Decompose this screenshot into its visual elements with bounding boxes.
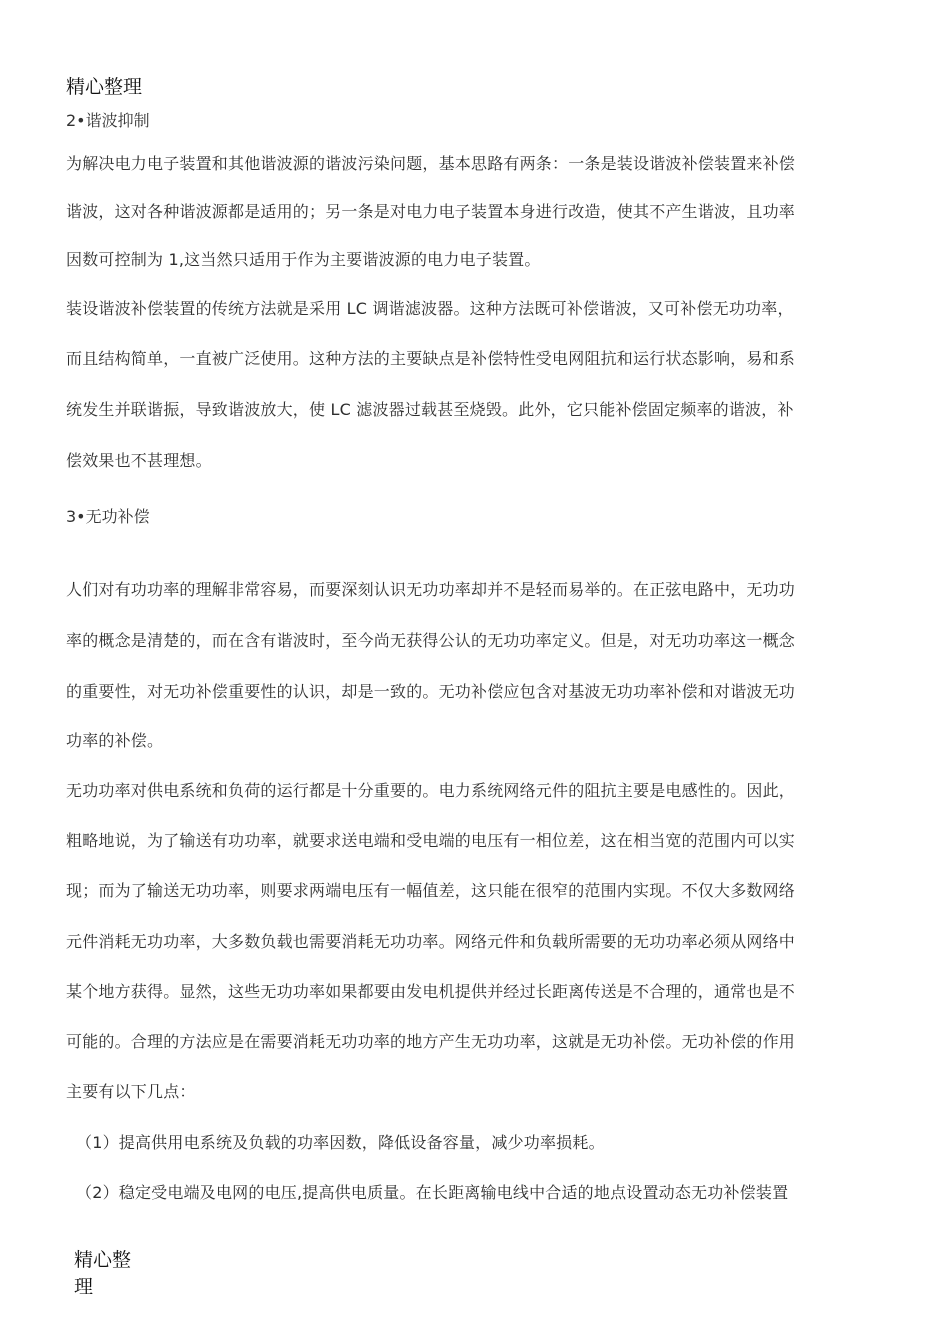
paragraph-line: 某个地方获得。显然，这些无功功率如果都要由发电机提供并经过长距离传送是不合理的，通常也是不 (66, 982, 796, 1001)
paragraph-line: 而且结构简单，一直被广泛使用。这种方法的主要缺点是补偿特性受电网阻抗和运行状态影响，易和系 (66, 349, 796, 368)
paragraph-line: 可能的。合理的方法应是在需要消耗无功功率的地方产生无功功率，这就是无功补偿。无功补偿的作用 (66, 1032, 796, 1051)
paragraph-line: 因数可控制为 1,这当然只适用于作为主要谐波源的电力电子装置。 (66, 250, 541, 269)
page-footer-title: 精心整理 (74, 1249, 132, 1298)
section-heading-harmonic: 2•谐波抑制 (66, 111, 150, 130)
list-item: （2）稳定受电端及电网的电压,提高供电质量。在长距离输电线中合适的地点设置动态无功补偿装置 (76, 1183, 789, 1202)
page-header-title: 精心整理 (66, 76, 143, 98)
paragraph-line: 率的概念是清楚的，而在含有谐波时，至今尚无获得公认的无功功率定义。但是，对无功功率这一概念 (66, 631, 796, 650)
paragraph-line: 元件消耗无功功率，大多数负载也需要消耗无功功率。网络元件和负载所需要的无功功率必须从网络中 (66, 932, 796, 951)
paragraph-line: 人们对有功功率的理解非常容易，而要深刻认识无功功率却并不是轻而易举的。在正弦电路中，无功功 (66, 580, 796, 599)
section-heading-reactive: 3•无功补偿 (66, 507, 150, 526)
list-item: （1）提高供用电系统及负载的功率因数，降低设备容量，减少功率损耗。 (76, 1133, 605, 1152)
paragraph-line: 主要有以下几点： (66, 1082, 196, 1101)
paragraph-line: 无功功率对供电系统和负荷的运行都是十分重要的。电力系统网络元件的阻抗主要是电感性的。因此， (66, 781, 796, 800)
paragraph-line: 的重要性，对无功补偿重要性的认识，却是一致的。无功补偿应包含对基波无功功率补偿和对谐波无功 (66, 682, 796, 701)
paragraph-line: 谐波，这对各种谐波源都是适用的；另一条是对电力电子装置本身进行改造，使其不产生谐波，且功率 (66, 202, 796, 221)
paragraph-line: 装设谐波补偿装置的传统方法就是采用 LC 调谐滤波器。这种方法既可补偿谐波，又可补偿无功功率， (66, 299, 794, 318)
paragraph-line: 功率的补偿。 (66, 731, 164, 750)
paragraph-line: 现；而为了输送无功功率，则要求两端电压有一幅值差，这只能在很窄的范围内实现。不仅大多数网络 (66, 881, 796, 900)
paragraph-line: 粗略地说，为了输送有功功率，就要求送电端和受电端的电压有一相位差，这在相当宽的范围内可以实 (66, 831, 796, 850)
paragraph-line: 偿效果也不甚理想。 (66, 451, 212, 470)
paragraph-line: 为解决电力电子装置和其他谐波源的谐波污染问题，基本思路有两条：一条是装设谐波补偿装置来补偿 (66, 154, 796, 173)
paragraph-line: 统发生并联谐振，导致谐波放大，使 LC 滤波器过载甚至烧毁。此外，它只能补偿固定频率的谐波，补 (66, 400, 794, 419)
